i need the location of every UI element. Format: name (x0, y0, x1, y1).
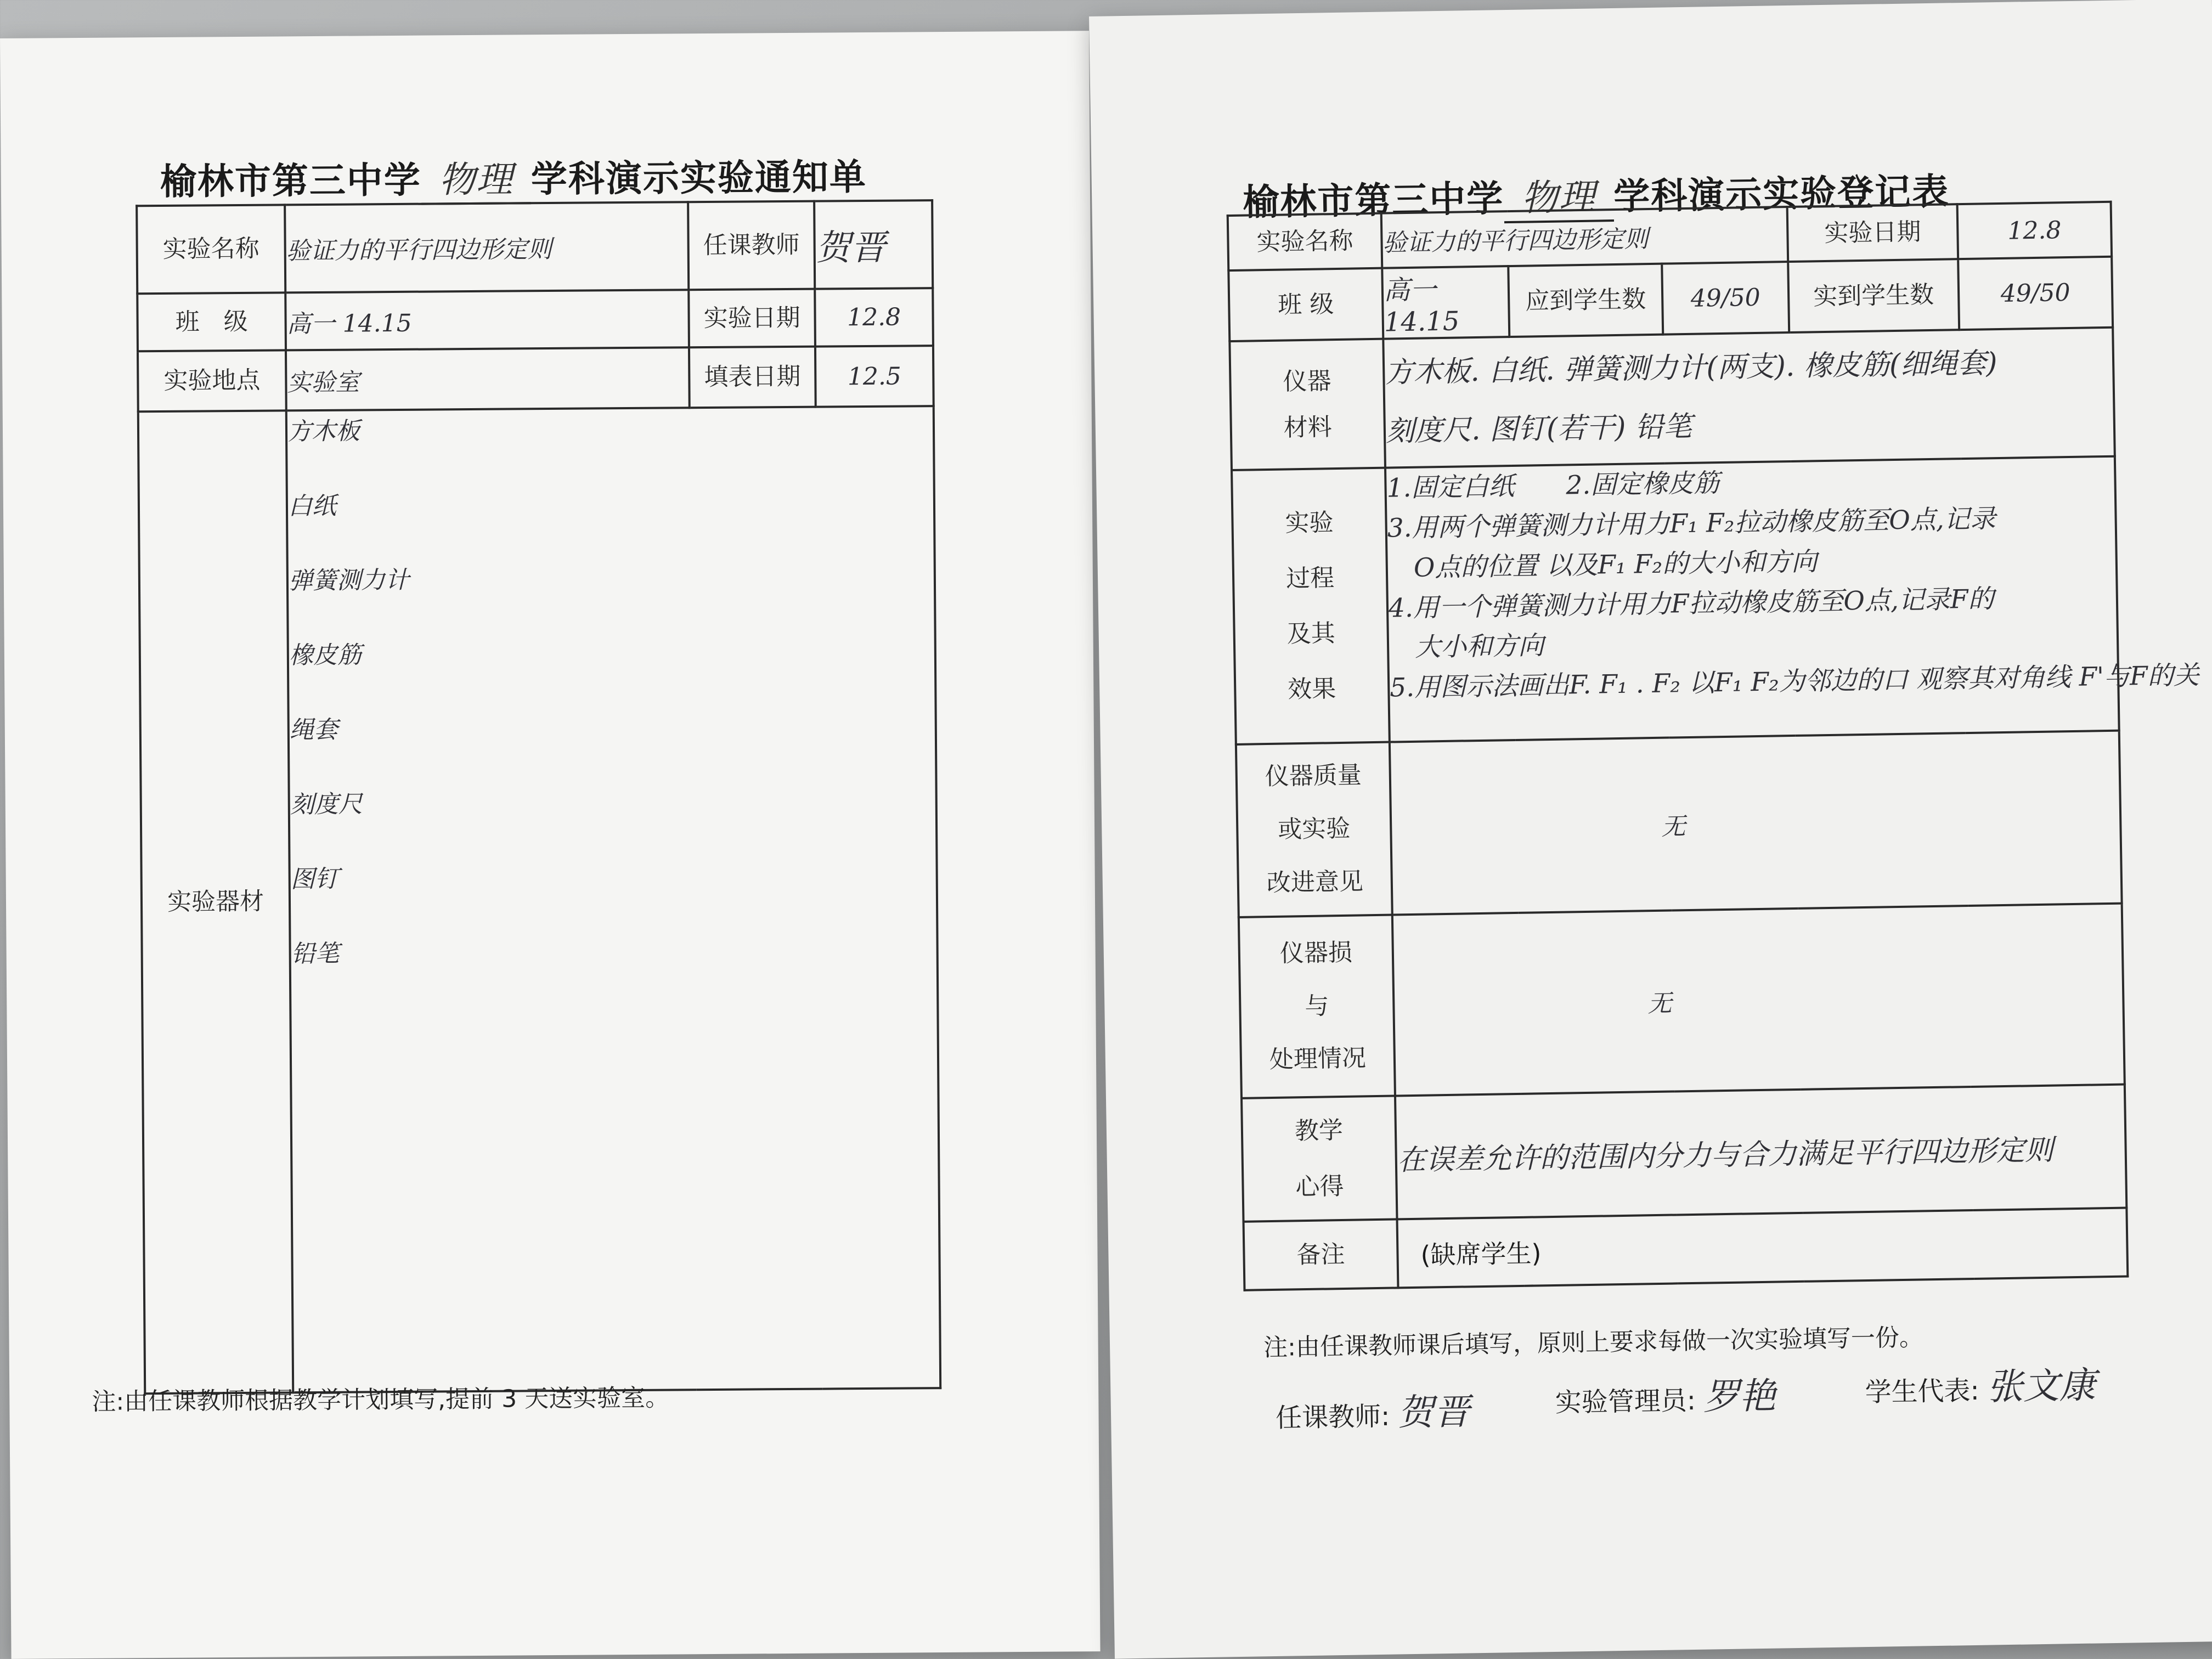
label-experiment-date: 实验日期 (1787, 204, 1959, 262)
label-actual-students: 实到学生数 (1788, 259, 1959, 332)
label-teaching (1242, 1096, 1397, 1221)
register-sheet (1089, 0, 2212, 1659)
signature-teacher (1275, 1382, 1470, 1437)
label-line: 心得 (1295, 1172, 1344, 1201)
material-item: 白纸 (287, 492, 337, 521)
value-place: 实验室 (286, 347, 690, 410)
material-item: 弹簧测力计 (288, 566, 410, 595)
material-item: 绳套 (289, 715, 338, 744)
value-expected-students: 49/50 (1662, 262, 1789, 335)
signature-label: 学生代表: (1865, 1375, 1980, 1408)
value-fill-date: 12.5 (815, 346, 934, 407)
label-expected-students: 应到学生数 (1508, 264, 1663, 337)
value-teacher: 贺晋 (814, 200, 933, 289)
process-step: 4.用一个弹簧测力计用力F拉动橡皮筋至O点,记录F的 (1388, 583, 1994, 624)
notice-footnote: 注:由任课教师根据教学计划填写,提前 3 天送实验室。 (92, 1384, 670, 1416)
label-experiment-date: 实验日期 (689, 289, 815, 348)
label-line: 教学 (1294, 1116, 1344, 1146)
label-class: 班 级 (1228, 268, 1383, 341)
value-experiment-name: 验证力的平行四边形定则 (285, 202, 689, 292)
label-line: 仪器 (1283, 367, 1331, 396)
material-item: 铅笔 (291, 939, 340, 968)
process-step: O点的位置 以及F₁ F₂的大小和方向 (1387, 546, 1818, 584)
label-line: 及其 (1286, 619, 1336, 648)
title-form-name: 学科演示实验通知单 (531, 155, 867, 201)
material-item: 刻度尺 (290, 790, 363, 819)
value-quality: 无 (1390, 731, 2122, 915)
notice-table (136, 199, 941, 1395)
value-teaching: 在误差允许的范围内分力与合力满足平行四边形定则 (1395, 1085, 2126, 1220)
process-step: 3.用两个弹簧测力计用力F₁ F₂拉动橡皮筋至O点,记录 (1387, 503, 1996, 544)
label-experiment-name: 实验名称 (1228, 213, 1383, 270)
value-experiment-name: 验证力的平行四边形定则 (1381, 207, 1788, 268)
label-process (1232, 468, 1390, 744)
title-form-name: 学科演示实验登记表 (1613, 170, 1950, 218)
label-quality (1236, 742, 1392, 917)
signature-admin (1555, 1367, 1776, 1422)
title-school: 榆林市第三中学 (1242, 177, 1504, 224)
label-materials: 实验器材 (138, 410, 293, 1393)
label-damage (1239, 915, 1395, 1098)
title-subject: 物理 (1503, 167, 1614, 223)
label-teacher: 任课教师 (688, 201, 815, 290)
label-line: 材料 (1283, 413, 1333, 442)
label-place: 实验地点 (138, 350, 286, 411)
signature-value: 罗艳 (1703, 1374, 1776, 1418)
label-line: 效果 (1287, 675, 1336, 704)
label-line: 过程 (1285, 563, 1335, 593)
equipment-line: 刻度尺. 图钉(若干) 铅笔 (1385, 410, 1692, 448)
label-line: 与 (1304, 991, 1329, 1020)
value-actual-students: 49/50 (1958, 257, 2113, 330)
label-equipment (1229, 339, 1385, 470)
label-line: 或实验 (1277, 814, 1351, 844)
signature-value: 贺晋 (1397, 1390, 1470, 1434)
signature-value: 张文康 (1987, 1364, 2096, 1408)
value-damage: 无 (1392, 904, 2125, 1096)
signature-label: 实验管理员: (1555, 1385, 1696, 1418)
register-footnote: 注:由任课教师课后填写，原则上要求每做一次实验填写一份。 (1263, 1323, 1924, 1362)
register-table (1227, 201, 2200, 1291)
value-class: 高一 14.15 (285, 290, 689, 350)
label-fill-date: 填表日期 (689, 347, 816, 408)
signature-student (1865, 1356, 2096, 1412)
value-class: 高一 14.15 (1382, 266, 1509, 339)
label-line: 实验 (1285, 508, 1334, 538)
label-class: 班 级 (137, 292, 286, 351)
notice-sheet (0, 31, 1101, 1659)
equipment-line: 方木板. 白纸. 弹簧测力计(两支). 橡皮筋(细绳套) (1384, 347, 1997, 390)
label-remark: 备注 (1244, 1219, 1398, 1290)
label-line: 改进意见 (1266, 867, 1364, 897)
label-line: 处理情况 (1269, 1044, 1367, 1074)
value-experiment-date: 12.8 (815, 288, 933, 346)
process-step: 5.用图示法画出F. F₁ . F₂ 以F₁ F₂为邻边的口 观察其对角线 F'与F的关 (1389, 660, 2200, 703)
materials-list (286, 406, 940, 1392)
value-experiment-date: 12.8 (1957, 202, 2112, 259)
value-remark: (缺席学生) (1397, 1208, 2128, 1288)
material-item: 方木板 (287, 417, 360, 446)
notice-title (160, 148, 867, 207)
material-item: 橡皮筋 (289, 641, 362, 670)
label-line: 仪器质量 (1265, 761, 1362, 791)
process-step: 大小和方向 (1389, 630, 1544, 663)
label-line: 仪器损 (1279, 938, 1353, 968)
material-item: 图钉 (290, 865, 339, 894)
title-school: 榆林市第三中学 (160, 159, 422, 203)
value-process (1385, 456, 2200, 742)
signature-label: 任课教师: (1275, 1401, 1390, 1434)
value-equipment (1383, 328, 2115, 468)
title-subject: 物理 (421, 150, 531, 205)
label-experiment-name: 实验名称 (137, 205, 285, 294)
process-step: 1.固定白纸 2.固定橡皮筋 (1386, 468, 1720, 504)
